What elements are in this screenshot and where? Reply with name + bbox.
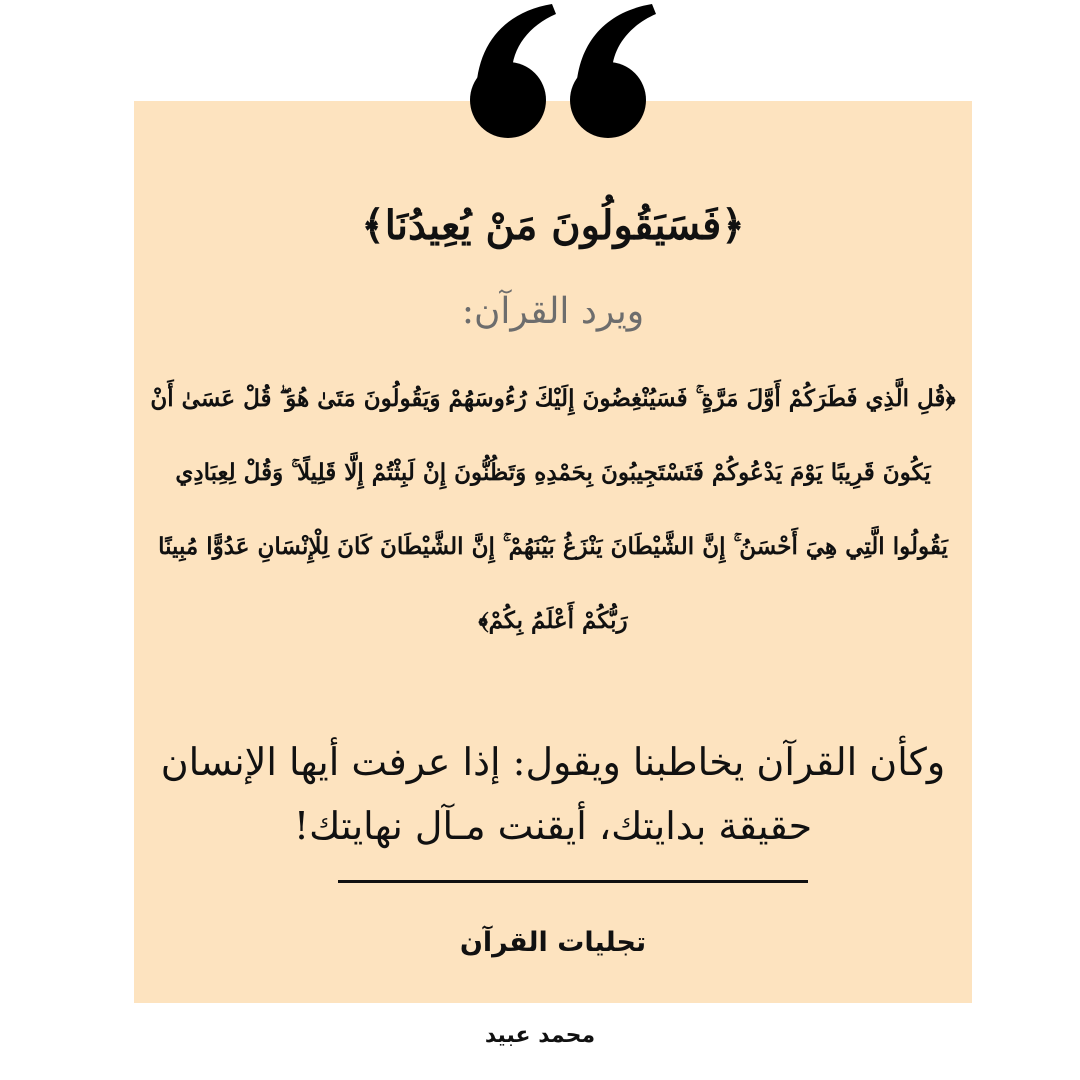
quran-verse: ﴿قُلِ الَّذِي فَطَرَكُمْ أَوَّلَ مَرَّةٍ ۚ فَسَيُنْغِضُونَ إِلَيْكَ رُءُوسَهُمْ وَيَقُولُونَ مَتَىٰ هُوَ ۖ قُلْ عَسَىٰ أَنْ يَكُونَ قَرِيبًا يَوْمَ يَدْعُوكُمْ فَتَسْتَجِيبُونَ بِحَمْدِهِ وَتَظُنُّونَ إِنْ لَبِثْتُمْ إِلَّا قَلِيلًا ۚ وَقُلْ لِعِبَادِي يَقُولُوا الَّتِي هِيَ أَحْسَنُ ۚ إِنَّ الشَّيْطَانَ يَنْزَغُ بَيْنَهُمْ ۚ إِنَّ الشَّيْطَانَ كَانَ لِلْإِنْسَانِ عَدُوًّا مُبِينًا رَبُّكُمْ أَعْلَمُ بِكُمْ﴾ [150,385,956,634]
verse-title: ﴿فَسَيَقُولُونَ مَنْ يُعِيدُنَا﴾ [361,202,745,249]
divider [338,880,808,883]
quote-mark-icon [456,0,666,150]
author-name: محمد عبيد [484,1023,596,1048]
reflection-text: وكأن القرآن يخاطبنا ويقول: إذا عرفت أيها الإنسان حقيقة بدايتك، أيقنت مـآل نهايتك! [160,740,946,848]
brand-name: تجليات القرآن [459,927,647,958]
subtitle: ويرد القرآن: [461,291,645,332]
